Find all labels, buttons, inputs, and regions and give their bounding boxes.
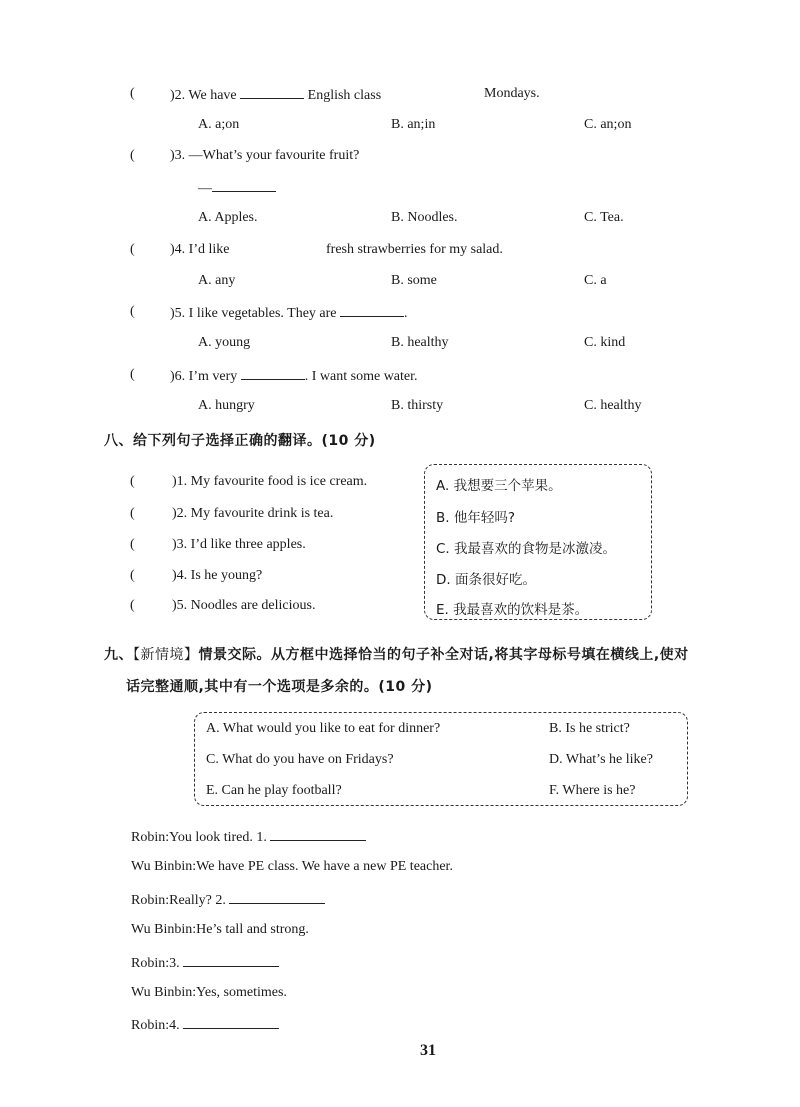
- section9-title-line2: 话完整通顺,其中有一个选项是多余的。(10 分): [126, 679, 433, 695]
- question-stem: )6. I’m very . I want some water.: [170, 369, 418, 384]
- answer-paren-open: (: [130, 568, 135, 583]
- option-b: B. an;in: [391, 117, 436, 132]
- answer-paren-open: (: [130, 506, 135, 521]
- dialogue-line: Wu Binbin:We have PE class. We have a new PE teacher.: [131, 859, 453, 874]
- option-b: B. some: [391, 273, 437, 288]
- option-f: F. Where is he?: [549, 783, 636, 798]
- option-c: C. healthy: [584, 398, 642, 413]
- choice-c: C. 我最喜欢的食物是冰激凌。: [436, 541, 617, 557]
- option-c: C. Tea.: [584, 210, 624, 225]
- answer-paren-open: (: [130, 598, 135, 613]
- sentence: )3. I’d like three apples.: [172, 537, 306, 552]
- answer-blank[interactable]: [240, 86, 304, 99]
- answer-blank[interactable]: [270, 828, 366, 841]
- section9-title: 九、【新情境】情景交际。从方框中选择恰当的句子补全对话,将其字母标号填在横线上,使对: [104, 647, 689, 663]
- question-stem: )5. I like vegetables. They are .: [170, 306, 408, 321]
- option-e: E. Can he play football?: [206, 783, 342, 798]
- option-a: A. any: [198, 273, 236, 288]
- option-b: B. Is he strict?: [549, 721, 630, 736]
- option-a: A. young: [198, 335, 251, 350]
- answer-blank[interactable]: [183, 1016, 279, 1029]
- dialogue-line: Robin:Really? 2.: [131, 891, 325, 909]
- dialogue-line: Wu Binbin:He’s tall and strong.: [131, 922, 309, 937]
- sentence: )1. My favourite food is ice cream.: [172, 474, 368, 489]
- choice-e: E. 我最喜欢的饮料是茶。: [436, 602, 589, 618]
- option-d: D. What’s he like?: [549, 752, 653, 767]
- answer-paren-open: (: [130, 86, 135, 101]
- option-b: B. healthy: [391, 335, 449, 350]
- question-stem: )2. We have English class: [170, 88, 382, 103]
- new-context-tag: 【新情境】: [133, 647, 199, 663]
- dialogue-line: Robin:4.: [131, 1016, 279, 1034]
- dialogue-line: Wu Binbin:Yes, sometimes.: [131, 985, 287, 1000]
- answer-paren-open: (: [130, 304, 135, 319]
- answer-paren-open: (: [130, 474, 135, 489]
- question-stem-end: fresh strawberries for my salad.: [326, 242, 503, 257]
- question-stem: )4. I’d like: [170, 242, 230, 257]
- option-a: A. hungry: [198, 398, 255, 413]
- option-c: C. a: [584, 273, 607, 288]
- question-stem-end: Mondays.: [484, 86, 540, 101]
- answer-blank[interactable]: [241, 367, 305, 380]
- answer-paren-open: (: [130, 242, 135, 257]
- option-a: A. What would you like to eat for dinner?: [206, 721, 441, 736]
- option-a: A. Apples.: [198, 210, 258, 225]
- choice-b: B. 他年轻吗?: [436, 510, 516, 526]
- answer-blank[interactable]: [183, 954, 279, 967]
- answer-paren-open: (: [130, 148, 135, 163]
- answer-line: —: [198, 179, 276, 197]
- dialogue-line: Robin:3.: [131, 954, 279, 972]
- option-b: B. thirsty: [391, 398, 444, 413]
- page-number: 31: [420, 1042, 436, 1059]
- option-a: A. a;on: [198, 117, 240, 132]
- sentence: )4. Is he young?: [172, 568, 263, 583]
- answer-blank[interactable]: [340, 304, 404, 317]
- question-stem: )3. —What’s your favourite fruit?: [170, 148, 360, 163]
- dialogue-line: Robin:You look tired. 1.: [131, 828, 366, 846]
- section8-title: 八、给下列句子选择正确的翻译。(10 分): [104, 433, 376, 449]
- answer-paren-open: (: [130, 537, 135, 552]
- choice-a: A. 我想要三个苹果。: [436, 478, 562, 494]
- answer-paren-open: (: [130, 367, 135, 382]
- option-b: B. Noodles.: [391, 210, 458, 225]
- option-c: C. What do you have on Fridays?: [206, 752, 394, 767]
- answer-blank[interactable]: [229, 891, 325, 904]
- choice-d: D. 面条很好吃。: [436, 572, 536, 588]
- option-c: C. kind: [584, 335, 626, 350]
- answer-blank[interactable]: [212, 179, 276, 192]
- option-c: C. an;on: [584, 117, 632, 132]
- sentence: )5. Noodles are delicious.: [172, 598, 316, 613]
- sentence: )2. My favourite drink is tea.: [172, 506, 334, 521]
